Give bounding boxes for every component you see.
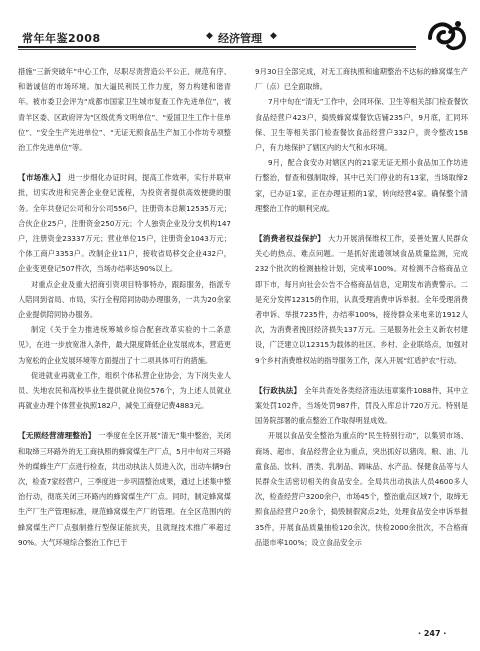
paragraph [18, 322, 231, 368]
paragraph-text: 进一步细化办证时间，提高工作效率，实行并联审批，切实改进和完善企业登记流程，为投资者提供高效便捷的服务。全年共登记公司和分公司556户，注册资本总额12535万元；合伙企业25户，注册资金250万元；个人独资企业及分支机构147户，注册资金23337万元；营业单位15户，注册资金1043万元；个体工商户3353户。改制企业11户，接收省局移交企业432户，企业变更登记507件次，当场办结率达90%以上。 [18, 173, 231, 274]
section-title: 经济管理 [218, 32, 262, 45]
paragraph-text: 一季度在全区开展“清无”集中整治，关闭和取缔三环路外的无工商执照的蜂窝煤生产厂点，5月中旬对三环路外的煤蜂生产厂点进行检查，共出动执法人员进入次，出动车辆9台次，检查7家经营户，三季度进一步巩固整治成果，通过上述集中整治行动，彻底关闭三环路内的蜂窝煤生产厂点。同时，制定蜂窝煤生产厂生产管理标准，规范蜂窝煤生产厂的管理。在全区范围内的蜂窝煤生产厂点强制推行型保证能抗夹，且就现技术推广率超过90%。大气环境综合整治工作已于 [18, 431, 232, 547]
page-number: · 247 · [418, 629, 447, 638]
paragraph [18, 64, 231, 155]
paragraph [255, 94, 468, 155]
paragraph-text: 制定《关于全力推进统筹城乡综合配套改革实验的十二条意见》，在进一步放宽准入条件，最大限度降低企业发展成本，营造更为宽松的企业发展环境等方面提出了十二项具体可行的措施。 [18, 325, 231, 365]
paragraph [18, 170, 231, 276]
paragraph [18, 277, 231, 323]
paragraph-text: 对重点企业及重大招商引资项目特事特办，跟踪服务，指派专人陪同到省局、市局，实行全程陪同协助办理服务，一共为20余家企业提供陪同协办服务。 [18, 279, 231, 320]
paragraph [18, 368, 231, 414]
paragraph [255, 155, 468, 216]
paragraph [255, 64, 468, 94]
paragraph [255, 383, 468, 429]
page-header [0, 0, 480, 52]
paragraph [255, 428, 468, 550]
yearbook-title: 常年年鉴2008 [22, 32, 101, 45]
chinese-knot-logo-icon [424, 16, 468, 56]
section-tag: 【无照经营清理整治】 [18, 431, 96, 441]
diamond-right-icon: ◆ [270, 31, 277, 41]
section-tag: 【市场准入】 [18, 173, 65, 183]
paragraph-text: 7月中旬在“清无”工作中，会同环保、卫生等相关部门检查餐饮食品经营户423户，捣毁蜂窝煤餐饮店铺235户，9月底，汇同环保、卫生等相关部门检查餐饮食品经营户332户，责令整改158户，有力地保护了辖区内的大气和水环境。 [255, 97, 468, 153]
diamond-left-icon: ◆ [206, 31, 213, 41]
section-tag: 【行政执法】 [255, 385, 302, 395]
section-tag: 【消费者权益保护】 [255, 234, 326, 244]
paragraph-text: 全年共查处各类经济违法违章案件1088件，其中立案处罚102件，当场处罚987件，罚没入库总计720万元。特别是国务院部署的重点整治工作取得明显成效。 [255, 385, 469, 426]
paragraph-text: 措施“三新突破年”中心工作，尽职尽责营造公平公正、规范有序、和谐诚信的市场环境。加大逼民利民工作力度，努力构建和谐青年。被市委卫会评为“成都市国家卫生城市复查工作先进单位”，被青羊区委、区政府评为“区级优秀文明单位”、“爱国卫生工作十佳单位”、“安全生产先进单位”、“无证无照食品生产加工小作坊专项整治工作先进单位”等。 [18, 67, 231, 153]
paragraph-text: 9月30日全部完成，对无工商执照和逾期整治不达标的蜂窝煤生产厂（点）已全面取缔。 [255, 67, 468, 92]
paragraph-text: 开展以食品安全整治为重点的“民生特别行动”，以集贸市场、商场、超市、食品经营企业为重点，突出抓好以猪肉、粮、油、儿童食品、饮料、酒类、乳制品、调味品、水产品、保健食品等与人民群众生活密切相关的食品安全。全局共出动执法人员4600多人次，检查经营户3200余户，市场45个，整治重点区域7个，取缔无照食品经营户20余个，捣毁制假窝点2处，处理食品安全申诉举报35件，开展食品质量抽检120余次，快检2000余批次，不合格商品退市率100%；设立食品安全示 [255, 431, 468, 547]
header-rule [18, 46, 416, 48]
paragraph [18, 428, 231, 550]
header-rule-thin [18, 49, 416, 50]
paragraph-text: 大力开展消保维权工作，妥善处置人民群众关心的热点、难点问题。一是抓好流通领域食品质量监测，完成232个批次的检测抽检计划，完成率100%。对检测不合格商品立即下市，每月向社会公告不合格商品信息，定期发布消费警示。二是充分发挥12315的作用，认真受理消费申诉举报。全年受理消费者申诉、举报7235件，办结率100%，接待群众来电来访1912人次，为消费者挽回经济损失137万元。三是服务社会主义新农村建设，广泛建立以12315为载体的社区、乡村、企业联络点，加强对9个乡村消费维权站的指导服务工作，深入开展“红盾护农”行动。 [255, 234, 468, 365]
left-column [18, 64, 231, 550]
paragraph-text: 9月，配合食安办对辖区内的21家无证无照小食品加工作坊进行整治，督查和强制取缔，其中已关门停业的有13家，当场取缔2家，已办证1家，正在办理证照的1家，转向经营4家。确保整个清理整治工作的顺利完成。 [255, 158, 468, 213]
right-column [255, 64, 468, 550]
paragraph-text: 促进就业再就业工作，组织个体私营企业协会，为下岗失业人员、失地农民和高校毕业生提供就业岗位576个，为上述人员就业再就业办理个体营业执照182户，减免工商登记费4883元。 [18, 370, 231, 411]
paragraph [255, 231, 468, 368]
